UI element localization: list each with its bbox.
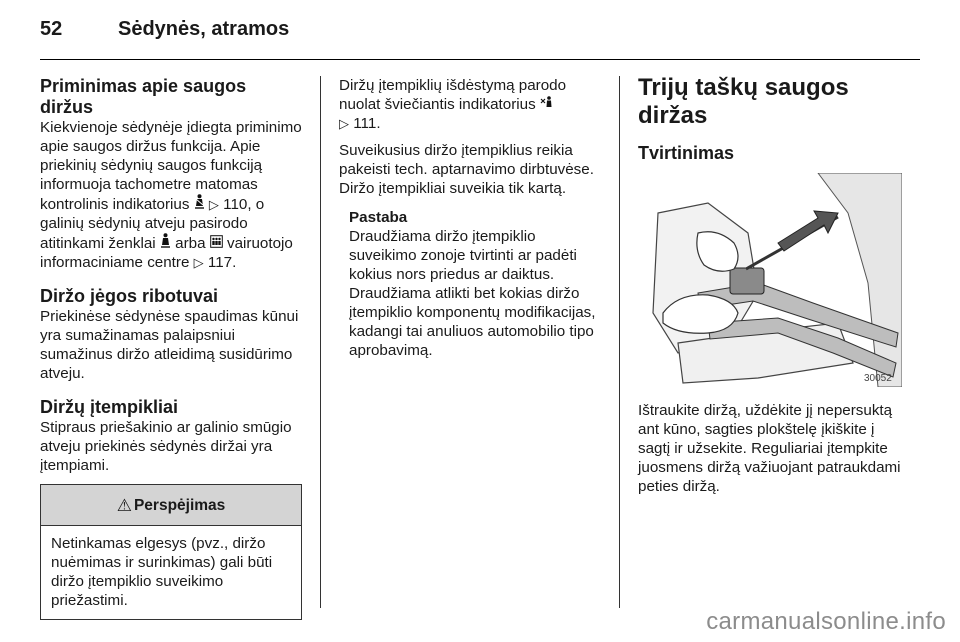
warning-box — [40, 484, 302, 620]
reference-arrow-icon: ▷ — [193, 255, 204, 270]
section-heading-force-limiters: Diržo jėgos ribotuvai — [40, 286, 219, 306]
note-title: Pastaba — [349, 209, 408, 226]
note-text: Draudžiama diržo įtempiklio suveikimo zonoje tvirtinti ar padėti kokius nors priedus ar daiktus. Draudžiama atlikti bet kokias diržo įtempiklio komponentų modifikacijas, kadangi tai anuliuos automobilio tipo aprobavimą. — [349, 228, 596, 359]
force-limiters-text: Priekinėse sėdynėse spaudimas kūnui yra sumažinamas palaipsniui sumažinus diržo atleidimą susidūrimo atveju. — [40, 308, 299, 382]
rear-seats-icon — [210, 234, 223, 253]
warning-text: Netinkamas elgesys (pvz., diržo nuėmimas ir surinkimas) gali būti diržo įtempiklio suveikimo priežastimi. — [51, 535, 273, 609]
section-heading-seatbelt-reminder: Priminimas apie saugos diržus — [40, 76, 247, 117]
column-1 — [40, 76, 302, 620]
fastening-instructions-text: Ištraukite diržą, uždėkite jį nepersuktą ant kūno, sagties plokštelę įkiškite į sagtį ir užsekite. Reguliariai įtempkite juosmens diržą važiuojant patraukdami peties diržą. — [638, 402, 901, 495]
rear-seat-icon — [160, 233, 171, 253]
column-divider-left — [320, 76, 321, 608]
seatbelt-fastening-illustration — [638, 173, 902, 387]
pretensioner-indicator-text: Diržų įtempiklių išdėstymą parodo nuolat šviečiantis indikatorius ▷ 111. — [339, 77, 567, 132]
figure-number: 30052 — [864, 373, 892, 384]
watermark: carmanualsonline.info — [706, 608, 946, 635]
note-block — [349, 208, 603, 360]
header-divider — [40, 59, 920, 60]
warning-title: Perspėjimas — [133, 496, 226, 514]
column-3 — [638, 76, 902, 496]
pretensioner-icon — [540, 95, 554, 114]
warning-triangle-icon: ⚠ — [116, 495, 132, 515]
page-header — [40, 18, 920, 58]
pretensioners-text: Stipraus priešakinio ar galinio smūgio atveju priekinės sėdynės diržai yra įtempiami. — [40, 419, 292, 474]
section-heading-three-point-belt: Trijų taškų saugos diržas — [638, 74, 849, 129]
column-2 — [339, 76, 603, 360]
reference-arrow-icon: ▷ — [208, 197, 219, 212]
page-title: Sėdynės, atramos — [118, 18, 290, 40]
seatbelt-reminder-icon — [194, 194, 205, 214]
section-heading-pretensioners: Diržų įtempikliai — [40, 397, 179, 417]
subheading-fastening: Tvirtinimas — [638, 143, 735, 163]
page-number: 52 — [40, 18, 63, 40]
reference-arrow-icon: ▷ — [339, 116, 349, 131]
seatbelt-reminder-text: Kiekvienoje sėdynėje įdiegta priminimo apie saugos diržus funkcija. Apie priekinių sėdynių saugos funkciją informuoja tachometre matomas kontrolinis indikatorius ▷ 110, o galinių sėdynių atveju pasirodo atitinkami ženklai arba vairuotojo informaciniame centre ▷ 117. — [40, 119, 302, 271]
warning-header — [41, 485, 301, 526]
pretensioner-replacement-text: Suveikusius diržo įtempiklius reikia pakeisti tech. aptarnavimo dirbtuvėse. Diržo įtempikliai suveikia tik kartą. — [339, 142, 594, 197]
column-divider-right — [619, 76, 620, 608]
